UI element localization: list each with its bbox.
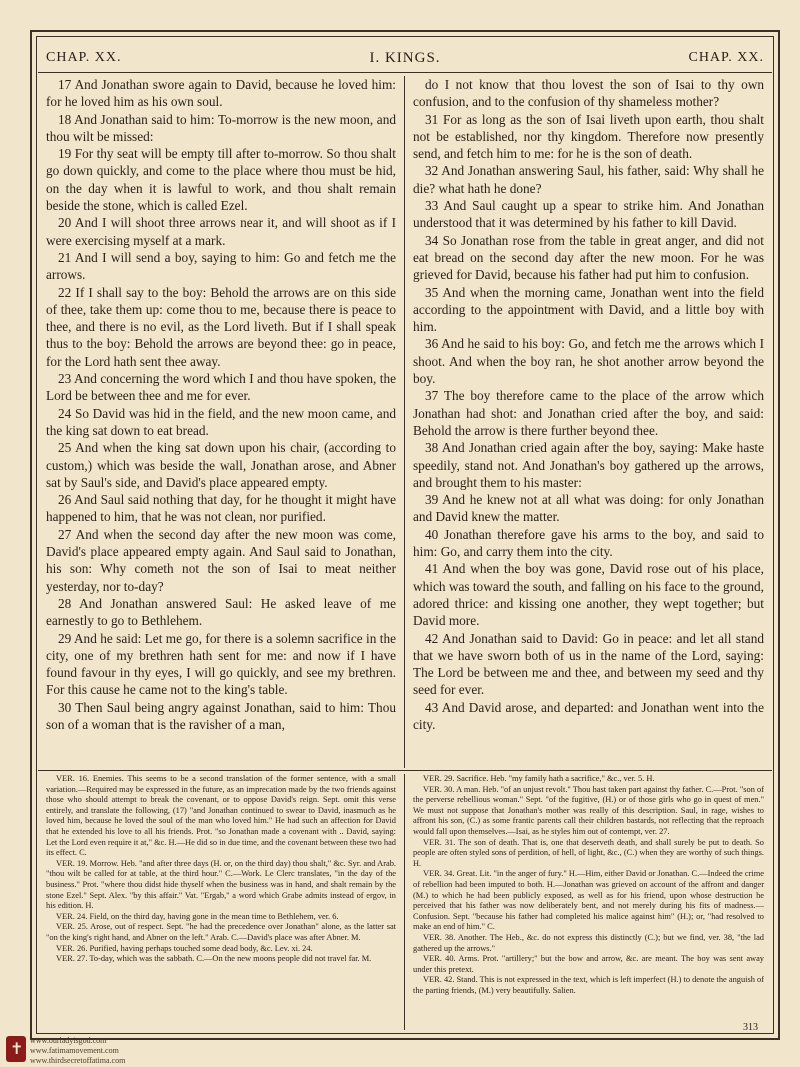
footnote: VER. 29. Sacrifice. Heb. "my family hath a sacrifice," &c., ver. 5. H. <box>423 774 655 783</box>
verse: 29 And he said: Let me go, for there is a solemn sacrifice in the city, one of my brethren hath sent for me: and now if I have found favour in thy eyes, I will go quickly, and see my brethren. For this cause he came not to the king's table. <box>46 630 396 698</box>
footnote: VER. 34. Great. Lit. "in the anger of fury." H.—Him, either David or Jonathan. C.—Indeed the crime of rebellion had been imputed to both. H.—Jonathan was grieved on account of the affront and danger (M.) to which he had been publicly exposed, as well as for his friend, upon whose destruction he perceived that his father was now deliberately bent, and not merely during his fits of madness.—Confusion. Sept. "because his father had completed his malice against him" (H.); or, "had resolved to make an end of him." C. <box>413 869 764 932</box>
verse: 22 If I shall say to the boy: Behold the arrows are on this side of thee, take them up: come thou to me, because there is peace to thee, and there is no evil, as the Lord liveth. But if I shall speak thus to the boy: Behold the arrows are beyond thee: go in peace, for the Lord hath sent thee away. <box>46 284 396 369</box>
page-header <box>46 46 764 70</box>
footer-link[interactable]: www.fatimamovement.com <box>30 1046 119 1055</box>
verse: 37 The boy therefore came to the place of the arrow which Jonathan had shot: and Jonathan cried after the boy, and said: Behold the arrow is there further beyond thee. <box>413 388 764 438</box>
footnote: VER. 24. Field, on the third day, having gone in the mean time to Bethlehem, ver. 6. <box>56 911 339 921</box>
verse: 31 For as long as the son of Isai liveth upon earth, thou shalt not be established, nor thy kingdom. Therefore now presently send, and fetch him to me: for he is the son of death. <box>413 111 764 162</box>
verse: 26 And Saul said nothing that day, for he thought it might have happened to him, that he was not clean, nor purified. <box>46 492 396 525</box>
verse: 35 And when the morning came, Jonathan went into the field according to the appointment with David, and a little boy with him. <box>413 284 764 335</box>
footnote: VER. 38. Another. The Heb., &c. do not express this distinctly (C.); but we find, ver. 38, "the lad gathered up the arrows." <box>413 932 764 953</box>
footnote: VER. 30. A man. Heb. "of an unjust revolt." Thou hast taken part against thy father. C.—Prot. "son of the perverse rebellious woman." Sept. "of the fugitive, (H.) or of those girls who go in quest of men." We must not suppose that Jonathan's mother was really of this description. Saul, in rage, wishes to affront his son, (C.) as some frantic parents call their children bastards, not reflecting that the reproach would fall upon themselves.—Isai, as he styles him out of contempt, ver. 27. <box>413 784 764 836</box>
verse: 20 And I will shoot three arrows near it, and will shoot as if I were exercising myself at a mark. <box>46 215 396 248</box>
verse: 27 And when the second day after the new moon was come, David's place appeared empty again. And Saul said to Jonathan, his son: Why cometh not the son of Isai to meat neither yesterday, nor to-day? <box>46 526 396 594</box>
verse: 32 And Jonathan answering Saul, his father, said: Why shall he die? what hath he done? <box>413 163 764 196</box>
left-column <box>46 76 405 768</box>
verse: 19 For thy seat will be empty till after to-morrow. So thou shalt go down quickly, and come to the place where thou must be hid, on the day when it is lawful to work, and thou shalt remain beside the stone, which is called Ezel. <box>46 146 396 214</box>
header-left: CHAP. XX. <box>46 50 122 65</box>
verse: 21 And I will send a boy, saying to him: Go and fetch me the arrows. <box>46 249 396 283</box>
notes-rule <box>38 770 772 771</box>
verse: 23 And concerning the word which I and thou have spoken, the Lord be between thee and me for ever. <box>46 371 396 404</box>
footer-link[interactable]: www.ourladyisgod.com <box>30 1036 107 1045</box>
footnote: VER. 25. Arose, out of respect. Sept. "he had the precedence over Jonathan" alone, as the latter sat "on the king's right hand, and Abner on the left." Arab. C.—David's place was after Abner. M. <box>46 922 396 942</box>
verse: 17 And Jonathan swore again to David, because he loved him: for he loved him as his own soul. <box>46 77 396 110</box>
header-right: CHAP. XX. <box>688 50 764 65</box>
verse: do I not know that thou lovest the son of Isai to thy own confusion, and to the confusion of thy shameless mother? <box>413 77 764 110</box>
verse: 36 And he said to his boy: Go, and fetch me the arrows which I shoot. And when the boy ran, he shot another arrow beyond the boy. <box>413 336 764 387</box>
footnote: VER. 16. Enemies. This seems to be a second translation of the former sentence, with a small variation.—Required may be expressed in the future, as an imprecation made by the two friends against those who should attempt to break the covenant, or to oppose David's reign. Sept. omit this verse entirely, and translate the following, (17) "and Jonathan continued to swear to David, inasmuch as he loved him, because he loved the soul of the man who loved him." He had such an affection for David that he extended his love to all his friends. Prot. "so Jonathan made a covenant with .. David, saying: Let the Lord even require it at," &c. H.—He did so in due time, and the covenant between these two had its effect. C. <box>46 774 396 858</box>
footnote: VER. 31. The son of death. That is, one that deserveth death, and shall surely be put to death. So people are often styled sons of perdition, of hell, of light, &c., (C.) when they are worthy of such things. H. <box>413 837 764 868</box>
verse: 42 And Jonathan said to David: Go in peace: and let all stand that we have sworn both of us in the name of the Lord, saying: The Lord be between me and thee, and between my seed and thy seed for ever. <box>413 630 764 698</box>
footnote: VER. 40. Arms. Prot. "artillery;" but the bow and arrow, &c. are meant. The boy was sent away under this pretext. <box>413 954 764 974</box>
footnote: VER. 27. To-day, which was the sabbath. C.—On the new moons people did not travel far. M. <box>56 954 372 964</box>
footnote: VER. 26. Purified, having perhaps touched some dead body, &c. Lev. xi. 24. <box>56 943 313 953</box>
footnotes <box>46 774 764 1030</box>
footnote: VER. 19. Morrow. Heb. "and after three days (H. or, on the third day) thou shalt," &c. Syr. and Arab. "thou wilt be called for at table, at the third hour." C.—Work. Le Clerc translates, "in the day of the business." Prot. "where thou didst hide thyself when the business was in hand, and shalt remain by the stone Ezel." Sept. Alex. "by this affair." Vat. "Ergab," a word which Grabe admits instead of ergov, in his edition. H. <box>46 858 396 911</box>
verse: 25 And when the king sat down upon his chair, (according to custom,) which was beside the wall, Jonathan arose, and Abner sat by Saul's side, and David's place appeared empty. <box>46 440 396 490</box>
main-text <box>46 76 764 768</box>
verse: 34 So Jonathan rose from the table in great anger, and did not eat bread on the second day after the new moon. For he was grieved for David, because his father had put him to confusion. <box>413 232 764 283</box>
verse: 28 And Jonathan answered Saul: He asked leave of me earnestly to go to Bethlehem. <box>46 595 396 629</box>
header-rule <box>38 72 772 73</box>
footnote: VER. 42. Stand. This is not expressed in the text, which is left imperfect (H.) to denote the anguish of the parting friends, (M.) very beautifully. Salien. <box>413 975 764 995</box>
verse: 33 And Saul caught up a spear to strike him. And Jonathan understood that it was determined by his father to kill David. <box>413 198 764 231</box>
notes-left-column <box>46 774 405 1030</box>
notes-right-column <box>405 774 764 1030</box>
header-title: I. KINGS. <box>369 49 441 66</box>
bible-page <box>30 30 780 1040</box>
page-number: 313 <box>743 1022 758 1033</box>
verse: 40 Jonathan therefore gave his arms to the boy, and said to him: Go, and carry them into the city. <box>413 526 764 560</box>
verse: 41 And when the boy was gone, David rose out of his place, which was toward the south, and falling on his face to the ground, adored thrice: and kissing one another, they wept together; but David more. <box>413 561 764 629</box>
right-column <box>405 76 764 768</box>
verse: 24 So David was hid in the field, and the new moon came, and the king sat down to eat bread. <box>46 405 396 438</box>
footer-link[interactable]: www.thirdsecretoffatima.com <box>30 1056 126 1065</box>
verse: 43 And David arose, and departed: and Jonathan went into the city. <box>413 699 764 732</box>
verse: 30 Then Saul being angry against Jonathan, said to him: Thou son of a woman that is the ravisher of a man, <box>46 699 396 732</box>
verse: 18 And Jonathan said to him: To-morrow is the new moon, and thou wilt be missed: <box>46 111 396 144</box>
verse: 38 And Jonathan cried again after the boy, saying: Make haste speedily, stand not. And Jonathan's boy gathered up the arrows, and brought them to his master: <box>413 440 764 490</box>
footer-links <box>30 1036 125 1066</box>
site-logo-icon <box>6 1036 26 1062</box>
verse: 39 And he knew not at all what was doing: for only Jonathan and David knew the matter. <box>413 492 764 525</box>
